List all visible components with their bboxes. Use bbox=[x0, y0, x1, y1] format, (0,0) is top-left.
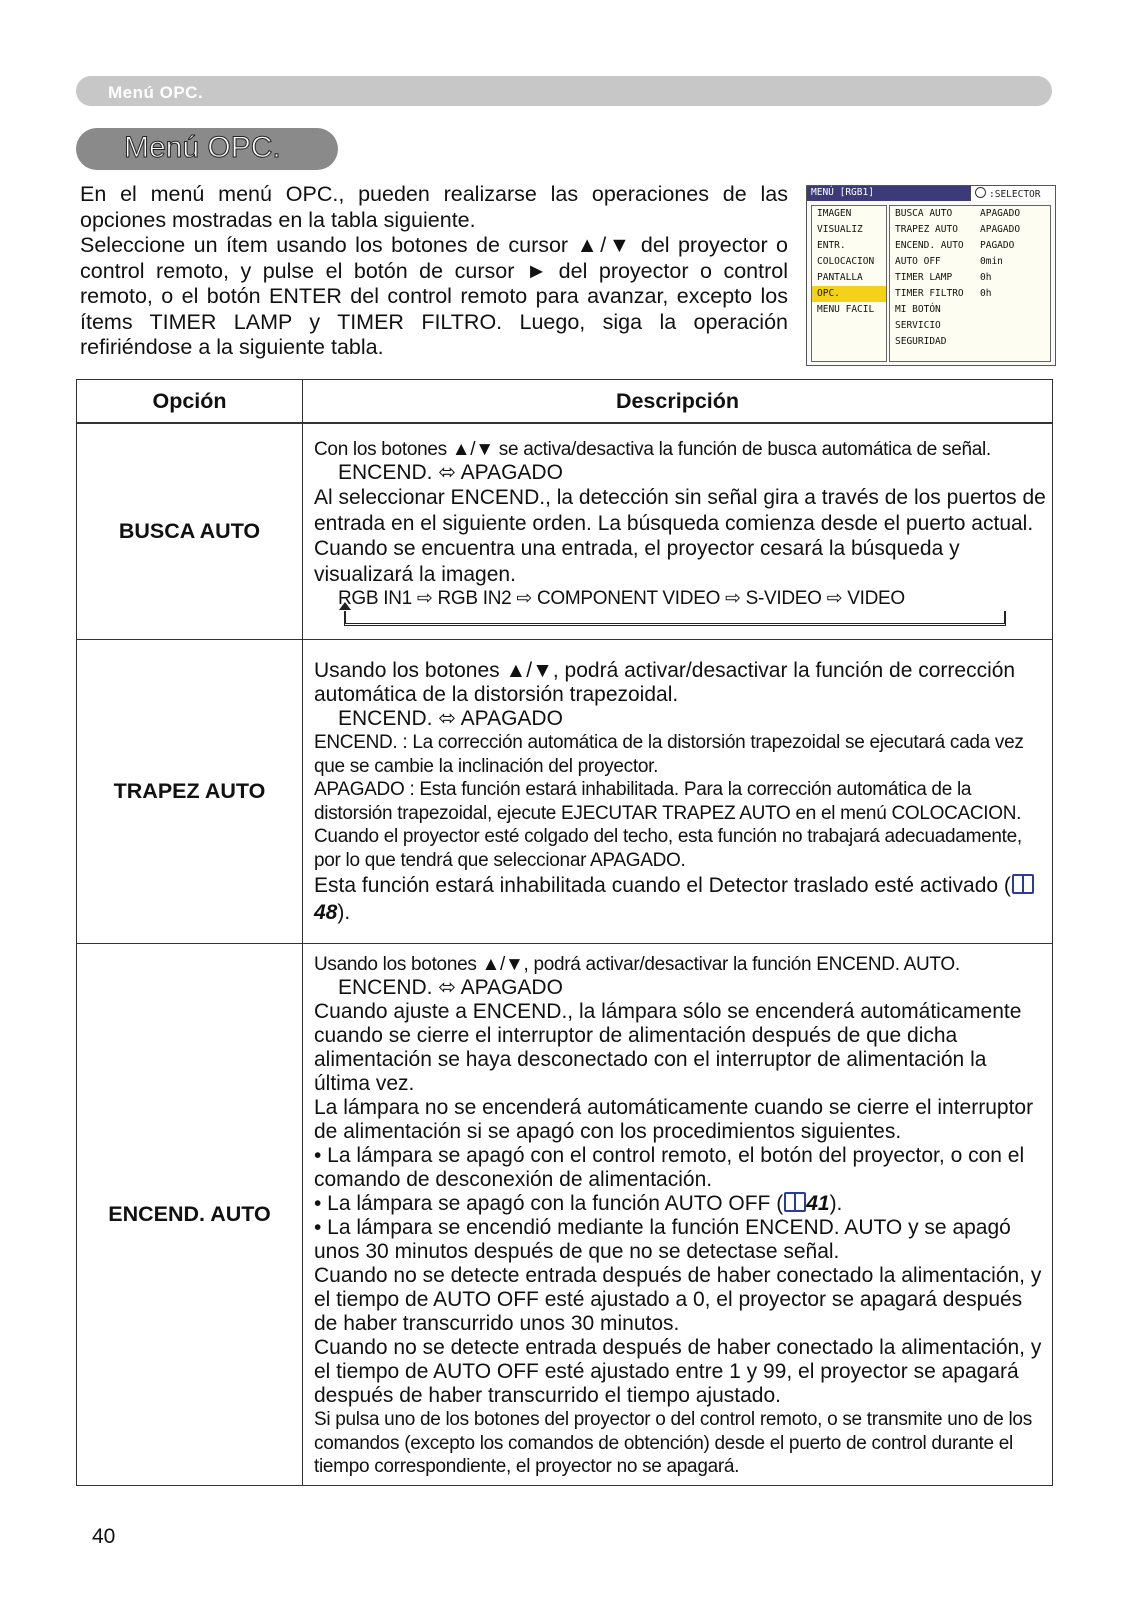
osd-menu-item: COLOCACION bbox=[817, 256, 875, 267]
description-line: Con los botones ▲/▼ se activa/desactiva la función de busca automática de señal. bbox=[314, 438, 991, 460]
osd-selector bbox=[970, 186, 1055, 201]
table-row-trapez-auto bbox=[77, 640, 1053, 944]
bullet-item: • La lámpara se encendió mediante la función ENCEND. AUTO y se apagó unos 30 minutos después de que no se detectase señal. bbox=[314, 1216, 1011, 1263]
column-header-description: Descripción bbox=[303, 380, 1053, 423]
osd-submenu-label: MI BOTÓN bbox=[895, 304, 941, 315]
osd-submenu-row bbox=[890, 318, 1050, 334]
page-title-pill bbox=[76, 128, 338, 170]
page-reference: 41 bbox=[806, 1192, 830, 1215]
osd-menu-illustration bbox=[806, 185, 1056, 366]
osd-submenu-row bbox=[890, 254, 1050, 270]
osd-submenu-value: 0h bbox=[980, 288, 992, 299]
osd-submenu-label: TRAPEZ AUTO bbox=[895, 224, 958, 235]
table-row-busca-auto bbox=[77, 424, 1053, 640]
description-line: ENCEND. ⬄ APAGADO bbox=[338, 976, 563, 999]
description-text: ). bbox=[829, 1192, 843, 1215]
osd-submenu-row bbox=[890, 302, 1050, 318]
description-line bbox=[314, 872, 1046, 926]
description-line: APAGADO : Esta función estará inhabilitada. Para la corrección automática de la distorsión trapezoidal, ejecute EJECUTAR TRAPEZ AUTO en el menú COLOCACION. bbox=[314, 779, 1022, 824]
osd-submenu-value: APAGADO bbox=[980, 208, 1021, 219]
description-line: Cuando el proyector esté colgado del techo, esta función no trabajará adecuadamente, por lo que tendrá que seleccionar APAGADO. bbox=[314, 826, 1022, 871]
page-reference: 48 bbox=[314, 901, 338, 924]
option-description bbox=[303, 640, 1053, 944]
osd-menu-item: PANTALLA bbox=[817, 272, 863, 283]
description-line: ENCEND. : La corrección automática de la distorsión trapezoidal se ejecutará cada vez que se cambie la inclinación del proyector. bbox=[314, 732, 1024, 777]
osd-submenu-row bbox=[890, 286, 1050, 302]
bullet-item bbox=[314, 1192, 1046, 1216]
intro-text bbox=[80, 182, 788, 361]
osd-submenu-value: 0min bbox=[980, 256, 1003, 267]
selector-icon bbox=[975, 187, 986, 198]
intro-paragraph-2: Seleccione un ítem usando los botones de cursor ▲/▼ del proyector o control remoto, y pulse el botón de cursor ► del proyector o control remoto, o el botón ENTER del control remoto para avanzar, excepto los ítems TIMER LAMP y TIMER FILTRO. Luego, siga la operación refiriéndose a la siguiente tabla. bbox=[80, 233, 788, 359]
manual-reference-icon bbox=[784, 1192, 806, 1212]
description-line: ENCEND. ⬄ APAGADO bbox=[338, 461, 563, 485]
osd-submenu-row bbox=[890, 270, 1050, 286]
osd-submenu-row bbox=[890, 238, 1050, 254]
option-name: TRAPEZ AUTO bbox=[77, 640, 303, 944]
osd-submenu-value: PAGADO bbox=[980, 240, 1015, 251]
option-name: ENCEND. AUTO bbox=[77, 944, 303, 1486]
osd-submenu-label: BUSCA AUTO bbox=[895, 208, 953, 219]
description-line: Cuando ajuste a ENCEND., la lámpara sólo se encenderá automáticamente cuando se cierre el interruptor de alimentación después de que dicha alimentación se haya desconectado con el interruptor de alimentación la última vez. bbox=[314, 1000, 1022, 1095]
intro-paragraph-1: En el menú menú OPC., pueden realizarse las operaciones de las opciones mostradas en la tabla siguiente. bbox=[80, 182, 788, 232]
osd-title-bar bbox=[807, 186, 1055, 201]
table-header-row bbox=[77, 380, 1053, 423]
description-line: Cuando no se detecte entrada después de haber conectado la alimentación, y el tiempo de AUTO OFF esté ajustado entre 1 y 99, el proyector se apagará después de haber transcurrido el tiempo ajustado. bbox=[314, 1336, 1042, 1407]
osd-submenu-label: SERVICIO bbox=[895, 320, 941, 331]
osd-menu-item: ENTR. bbox=[817, 240, 846, 251]
osd-submenu-label: TIMER LAMP bbox=[895, 272, 953, 283]
description-line: Al seleccionar ENCEND., la detección sin señal gira a través de los puertos de entrada en el siguiente orden. La búsqueda comienza desde el puerto actual. Cuando se encuentra una entrada, el proyector cesará la búsqueda y visualizará la imagen. bbox=[314, 486, 1046, 586]
section-header-bar bbox=[76, 76, 1052, 106]
description-line: Cuando no se detecte entrada después de haber conectado la alimentación, y el tiempo de AUTO OFF esté ajustado a 0, el proyector se apagará después de haber transcurrido unos 30 minutos. bbox=[314, 1264, 1042, 1335]
osd-submenu-row bbox=[890, 206, 1050, 222]
osd-submenu-list bbox=[889, 205, 1051, 362]
description-line: ENCEND. ⬄ APAGADO bbox=[338, 707, 563, 730]
description-line: Si pulsa uno de los botones del proyector o del control remoto, o se transmite uno de los comandos (excepto los comandos de obtención) desde el puerto de control durante el tiempo correspondiente, el proyector no se apagará. bbox=[314, 1409, 1032, 1477]
osd-menu-item: IMAGEN bbox=[817, 208, 852, 219]
osd-menu-list bbox=[811, 205, 887, 362]
osd-selector-label: :SELECTOR bbox=[989, 189, 1041, 200]
osd-submenu-label: AUTO OFF bbox=[895, 256, 941, 267]
option-name: BUSCA AUTO bbox=[77, 424, 303, 640]
osd-title: MENÚ [RGB1] bbox=[811, 187, 874, 198]
table-row-encend-auto bbox=[77, 944, 1053, 1486]
manual-reference-icon bbox=[1012, 874, 1034, 894]
osd-menu-item: VISUALIZ bbox=[817, 224, 863, 235]
input-order-chain: RGB IN1 ⇨ RGB IN2 ⇨ COMPONENT VIDEO ⇨ S-VIDEO ⇨ VIDEO bbox=[338, 588, 905, 610]
page-title: Menú OPC. bbox=[124, 131, 281, 164]
options-table bbox=[76, 379, 1053, 1486]
osd-menu-item: MENU FACIL bbox=[817, 304, 875, 315]
section-header-label: Menú OPC. bbox=[108, 83, 204, 102]
page-number: 40 bbox=[92, 1525, 116, 1548]
input-search-order bbox=[314, 587, 1046, 627]
description-line: La lámpara no se encenderá automáticamente cuando se cierre el interruptor de alimentación si se apagó con los procedimientos siguientes. bbox=[314, 1096, 1034, 1143]
description-text: Esta función estará inhabilitada cuando el Detector traslado esté activado ( bbox=[314, 874, 1011, 897]
column-header-option: Opción bbox=[77, 380, 303, 423]
option-description bbox=[303, 424, 1053, 640]
osd-submenu-label: ENCEND. AUTO bbox=[895, 240, 964, 251]
option-description bbox=[303, 944, 1053, 1486]
osd-submenu-label: SEGURIDAD bbox=[895, 336, 947, 347]
bullet-item: • La lámpara se apagó con el control remoto, el botón del proyector, o con el comando de desconexión de alimentación. bbox=[314, 1144, 1025, 1191]
osd-menu-item-selected: OPC. bbox=[812, 286, 886, 302]
osd-submenu-row bbox=[890, 334, 1050, 350]
description-text: • La lámpara se apagó con la función AUTO OFF ( bbox=[314, 1192, 784, 1215]
loop-back-arrow-icon bbox=[344, 611, 1006, 626]
description-text: ). bbox=[337, 901, 351, 924]
osd-submenu-label: TIMER FILTRO bbox=[895, 288, 964, 299]
description-line: Usando los botones ▲/▼, podrá activar/desactivar la función de corrección automática de la distorsión trapezoidal. bbox=[314, 659, 1016, 706]
osd-submenu-value: 0h bbox=[980, 272, 992, 283]
osd-submenu-row bbox=[890, 222, 1050, 238]
osd-submenu-value: APAGADO bbox=[980, 224, 1021, 235]
description-line: Usando los botones ▲/▼, podrá activar/desactivar la función ENCEND. AUTO. bbox=[314, 953, 960, 975]
